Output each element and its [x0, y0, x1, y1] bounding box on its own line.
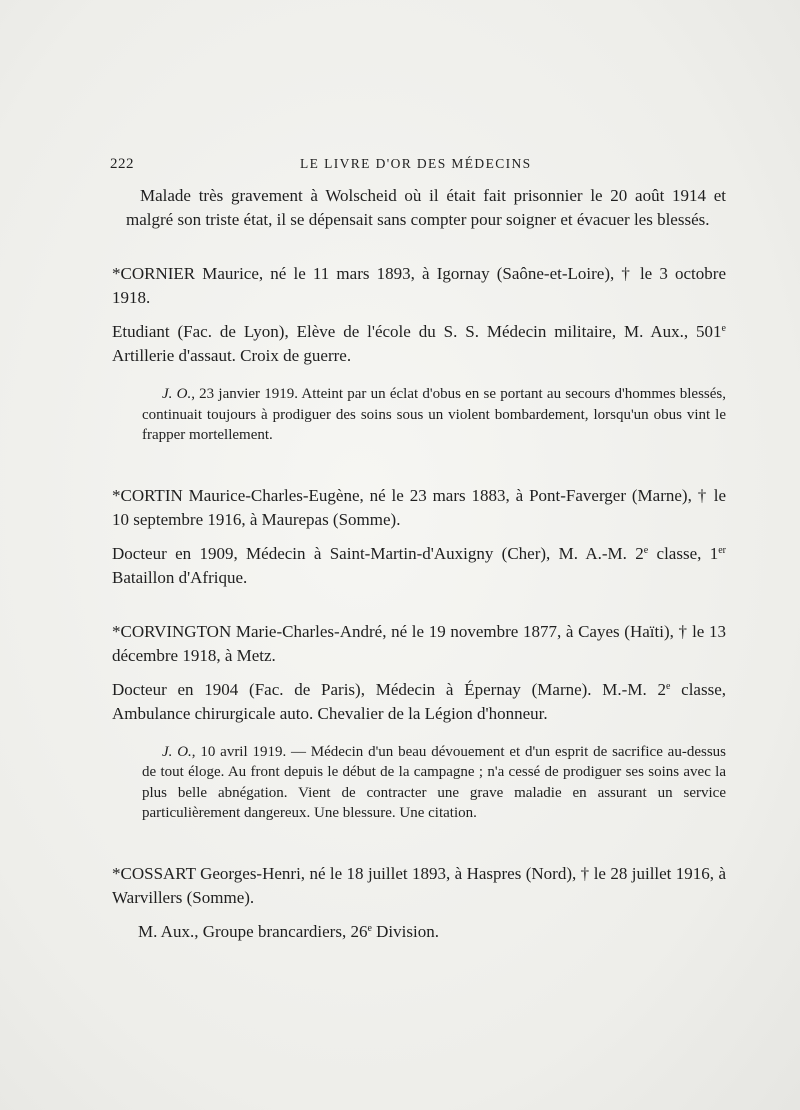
entry-body — [112, 542, 726, 590]
entry-body-text: classe, Ambulance chirurgicale auto. Chevalier de la Légion d'honneur. — [112, 679, 726, 723]
intro-paragraph: Malade très gravement à Wolscheid où il était fait prisonnier le 20 août 1914 et malgré son triste état, il se dépensait sans compter pour soigner et évacuer les blessés. — [126, 186, 726, 229]
citation-source: J. O. — [162, 386, 192, 402]
entry-body — [112, 920, 726, 944]
entry-body-text: M. Aux., Groupe brancardiers, 26 — [138, 921, 368, 941]
citation-text: , 23 janvier 1919. Atteint par un éclat d'obus en se portant au secours d'hommes blessés, continuait toujours à prodiguer des soins sous un violent bombardement, lorsqu'un obus vint le frapper mortellement. — [142, 386, 726, 443]
entry-body-text: Docteur en 1909, Médecin à Saint-Martin-d'Auxigny (Cher), M. A.-M. 2 — [112, 543, 644, 563]
running-title: LE LIVRE D'OR DES MÉDECINS — [300, 156, 532, 171]
entry-body — [112, 320, 726, 368]
entry-body-text: classe, 1 — [648, 543, 719, 563]
superscript: e — [367, 922, 372, 934]
entry-cossart — [112, 862, 726, 944]
entry-heading: *CORNIER Maurice, né le 11 mars 1893, à Igornay (Saône-et-Loire), † le 3 octobre 1918. — [112, 264, 726, 307]
entry-cortin — [112, 484, 726, 590]
entry-heading: *COSSART Georges-Henri, né le 18 juillet 1893, à Haspres (Nord), † le 28 juillet 1916, à Warvillers (Somme). — [112, 863, 726, 907]
citation — [112, 742, 726, 824]
entry-body — [112, 678, 726, 726]
citation-text: , 10 avril 1919. — Médecin d'un beau dévouement et d'un esprit de sacrifice au-dessus de tout éloge. Au front depuis le début de la campagne ; n'a cessé de prodiguer ses soins avec la plus belle abnégation. Vient de contracter une grave maladie en assurant un service particulièrement dangereux. Une blessure. Une citation. — [142, 743, 726, 821]
entry-body-text: Bataillon d'Afrique. — [112, 567, 248, 587]
page-number: 222 — [110, 156, 134, 172]
superscript: e — [721, 323, 726, 334]
superscript: er — [718, 544, 726, 556]
page-content — [112, 184, 726, 944]
entry-body-text: Docteur en 1904 (Fac. de Paris), Médecin à Épernay (Marne). M.-M. 2 — [112, 679, 666, 699]
superscript: e — [643, 544, 649, 556]
entry-heading: *CORVINGTON Marie-Charles-André, né le 19 novembre 1877, à Cayes (Haïti), † le 13 décembre 1918, à Metz. — [112, 621, 726, 665]
citation-source: J. O. — [162, 743, 192, 760]
entry-corvington — [112, 620, 726, 824]
entry-body-text: Artillerie d'assaut. Croix de guerre. — [112, 346, 352, 365]
citation — [112, 384, 726, 446]
superscript: e — [665, 680, 671, 692]
entry-body-text: Division. — [371, 921, 439, 941]
entry-body-text: Etudiant (Fac. de Lyon), Elève de l'école du S. S. Médecin militaire, M. Aux., 501 — [112, 322, 722, 341]
entry-heading: *CORTIN Maurice-Charles-Eugène, né le 23 mars 1883, à Pont-Faverger (Marne), † le 10 septembre 1916, à Maurepas (Somme). — [112, 485, 726, 529]
page-header — [110, 156, 726, 178]
entry-cornier — [112, 262, 726, 446]
